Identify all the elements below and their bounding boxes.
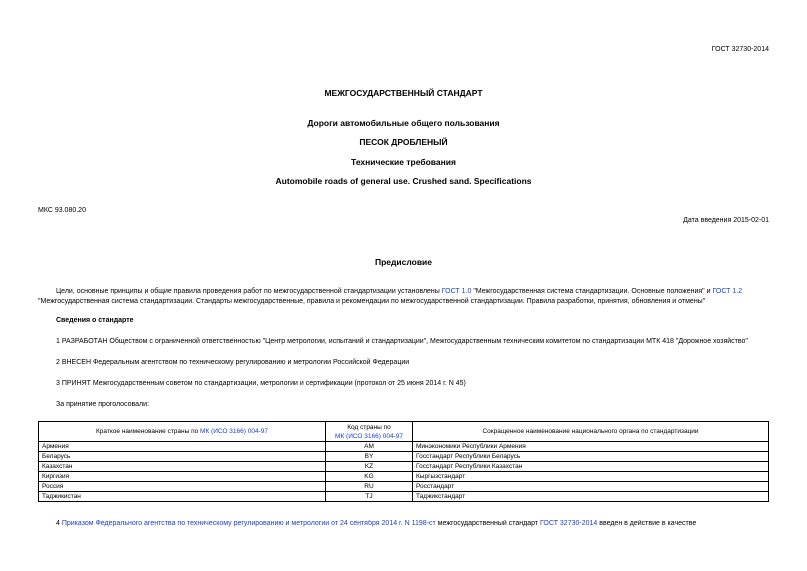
body-cell: Госстандарт Республики Беларусь xyxy=(413,452,769,462)
table-row xyxy=(39,482,769,492)
mk-iso-link-2[interactable]: МК (ИСО 3166) 004-97 xyxy=(335,432,403,440)
standard-name: ПЕСОК ДРОБЛЕНЫЙ xyxy=(359,137,448,147)
mks-code: МКС 93.080.20 xyxy=(38,207,86,214)
standard-subtitle: Технические требования xyxy=(351,157,456,167)
mk-iso-link[interactable]: МК (ИСО 3166) 004-97 xyxy=(200,428,268,435)
date-introduction: Дата введения 2015-02-01 xyxy=(683,217,769,224)
table-row xyxy=(39,462,769,472)
english-title: Automobile roads of general use. Crushed sand. Specifications xyxy=(275,176,532,186)
country-cell: Киргизия xyxy=(39,472,326,482)
country-cell: Казахстан xyxy=(39,462,326,472)
table-row xyxy=(39,452,769,462)
foreword-text-b: "Межгосударственная система стандартизации. Основные положения" и xyxy=(471,288,713,295)
document-number: ГОСТ 32730-2014 xyxy=(711,46,769,53)
gost-32730-link[interactable]: ГОСТ 32730-2014 xyxy=(540,520,598,527)
gost-1-0-link[interactable]: ГОСТ 1.0 xyxy=(441,288,472,295)
voted-label: За принятие проголосовали: xyxy=(56,401,149,408)
body-cell: Таджикстандарт xyxy=(413,492,769,502)
item4-number: 4 xyxy=(56,520,62,527)
code-cell: RU xyxy=(326,482,413,492)
body-cell: Минэкономики Республики Армения xyxy=(413,442,769,452)
foreword-heading: Предисловие xyxy=(374,257,433,267)
col-code-header xyxy=(326,422,413,442)
foreword-paragraph-line2: "Межгосударственная система стандартизации. Стандарты межгосударственные, правила и рекомендации по межгосударственной стандартизации. Правила разработки, принятия, обновления и отмены" xyxy=(38,298,706,305)
code-cell: BY xyxy=(326,452,413,462)
body-cell: Росстандарт xyxy=(413,482,769,492)
table-header-row xyxy=(39,422,769,442)
body-cell: Кыргызстандарт xyxy=(413,472,769,482)
table-row xyxy=(39,492,769,502)
item-adopted: 3 ПРИНЯТ Межгосударственным советом по стандартизации, метрологии и сертификации (протокол от 25 июня 2014 г. N 45) xyxy=(56,380,466,387)
country-cell: Армения xyxy=(39,442,326,452)
col-body-header: Сокращенное наименование национального органа по стандартизации xyxy=(413,422,769,442)
countries-table xyxy=(38,421,769,502)
country-cell: Россия xyxy=(39,482,326,492)
item4-text-mid: межгосударственный стандарт xyxy=(435,520,541,527)
table-row xyxy=(39,472,769,482)
item-enacted xyxy=(56,520,769,527)
code-cell: TJ xyxy=(326,492,413,502)
code-cell: KZ xyxy=(326,462,413,472)
foreword-text-a: Цели, основные принципы и общие правила проведения работ по межгосударственной стандартизации установлены xyxy=(56,288,442,295)
col-country-header xyxy=(39,422,326,442)
order-link[interactable]: Приказом Федерального агентства по техническому регулированию и метрологии от 24 сентября 2014 г. N 1198-ст xyxy=(61,520,436,527)
body-cell: Госстандарт Республики Казахстан xyxy=(413,462,769,472)
code-cell: KG xyxy=(326,472,413,482)
item-introduced: 2 ВНЕСЕН Федеральным агентством по техническому регулированию и метрологии Российской Федерации xyxy=(56,359,410,366)
table-row xyxy=(39,442,769,452)
item4-text-tail: введен в действие в качестве xyxy=(597,520,697,527)
item-developed: 1 РАЗРАБОТАН Обществом с ограниченной ответственностью "Центр метрологии, испытаний и стандартизации", Межгосударственным техническим комитетом по стандартизации МТК 418 "Дорожное хозяйство" xyxy=(56,338,748,345)
standard-type: МЕЖГОСУДАРСТВЕННЫЙ СТАНДАРТ xyxy=(324,88,483,98)
code-cell: AM xyxy=(326,442,413,452)
country-cell: Таджикистан xyxy=(39,492,326,502)
country-cell: Беларусь xyxy=(39,452,326,462)
col-country-text: Краткое наименование страны по xyxy=(96,428,201,435)
col-code-text: Код страны по xyxy=(347,423,391,431)
standard-subject: Дороги автомобильные общего пользования xyxy=(307,118,500,128)
gost-1-2-link[interactable]: ГОСТ 1.2 xyxy=(712,288,743,295)
info-heading: Сведения о стандарте xyxy=(56,317,134,324)
